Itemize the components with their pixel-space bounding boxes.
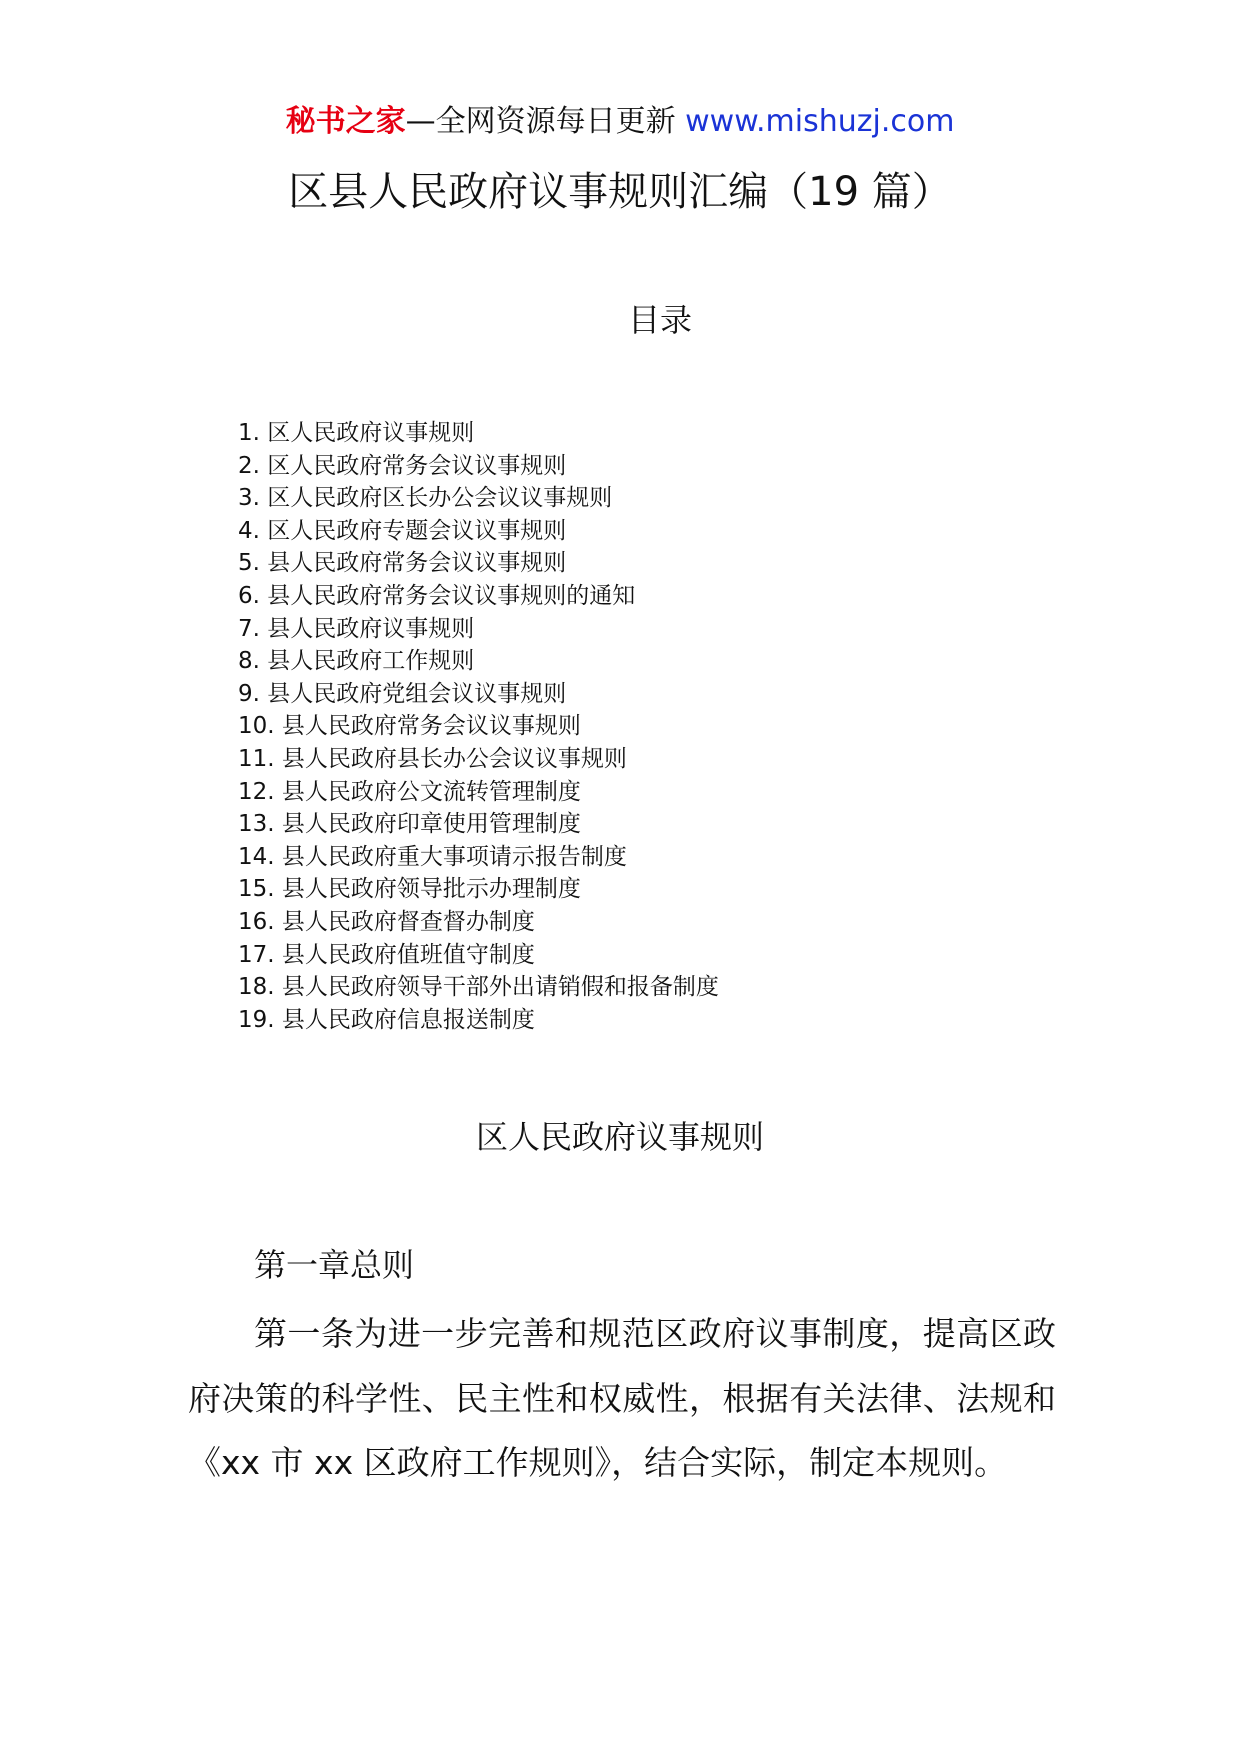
toc-item: 16. 县人民政府督查督办制度 [238,908,535,935]
toc-item: 11. 县人民政府县长办公会议议事规则 [238,745,627,772]
toc-item: 10. 县人民政府常务会议议事规则 [238,713,581,740]
toc-item: 18. 县人民政府领导干部外出请销假和报备制度 [238,974,719,1001]
toc-item: 15. 县人民政府领导批示办理制度 [238,876,581,903]
body-paragraph: 第一条为进一步完善和规范区政府议事制度，提高区政府决策的科学性、民主性和权威性，根据有关法律、法规和《xx 市 xx 区政府工作规则》，结合实际，制定本规则。 [188,1314,1056,1482]
toc-item: 6. 县人民政府常务会议议事规则的通知 [238,582,636,609]
brand-name: 秘书之家 [285,104,406,139]
toc-heading: 目录 [627,301,692,339]
site-url-link[interactable]: www.mishuzj.com [685,104,955,139]
chapter-title: 第一章总则 [254,1246,415,1284]
toc-item: 1. 区人民政府议事规则 [238,420,475,446]
toc-item: 5. 县人民政府常务会议议事规则 [238,550,567,577]
toc-item: 7. 县人民政府议事规则 [238,615,475,642]
toc-item: 12. 县人民政府公文流转管理制度 [238,778,581,805]
toc-item: 17. 县人民政府值班值守制度 [238,941,535,968]
toc-item: 8. 县人民政府工作规则 [238,648,475,675]
toc-item: 4. 区人民政府专题会议议事规则 [238,517,567,544]
toc-item: 13. 县人民政府印章使用管理制度 [238,811,581,838]
header-slogan: —全网资源每日更新 [405,104,686,139]
toc-item: 2. 区人民政府常务会议议事规则 [238,452,567,479]
toc-item: 14. 县人民政府重大事项请示报告制度 [238,843,627,870]
section-title: 区人民政府议事规则 [475,1118,764,1156]
table-of-contents [238,417,719,1036]
toc-item: 3. 区人民政府区长办公会议议事规则 [238,485,613,512]
toc-item: 19. 县人民政府信息报送制度 [238,1006,535,1033]
document-title: 区县人民政府议事规则汇编（19 篇） [288,169,952,215]
toc-item: 9. 县人民政府党组会议议事规则 [238,680,567,707]
site-header [0,102,1240,142]
